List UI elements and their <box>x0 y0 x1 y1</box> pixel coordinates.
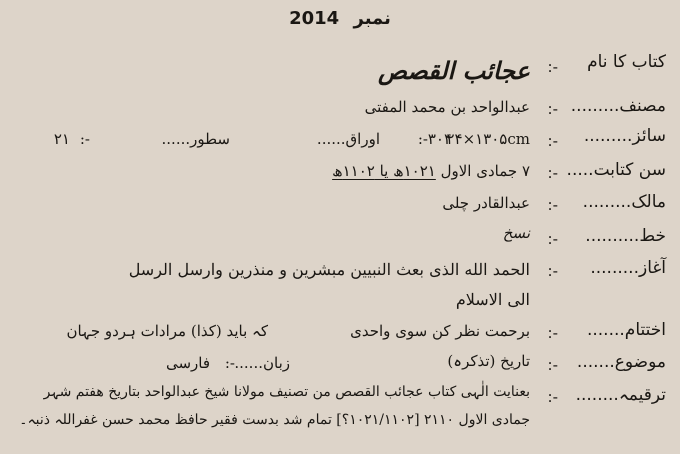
book-name-label: کتاب کا نام <box>587 52 666 72</box>
owner-label: مالک......... <box>582 192 666 212</box>
owner-separator: :- <box>547 196 558 214</box>
incipit-label: آغاز......... <box>590 258 666 278</box>
size-dimension: ۲۴×۱۳۰۵cm <box>446 130 530 148</box>
book-name-separator: :- <box>547 58 558 76</box>
language-label: زبان...... <box>234 354 290 372</box>
script-value: نسخ <box>502 224 530 242</box>
page-title <box>0 8 680 29</box>
incipit-separator: :- <box>547 262 558 280</box>
language-value: فارسی <box>165 354 210 372</box>
subject-value: تاریخ (تذکرہ) <box>447 352 530 370</box>
lines-value: ۲۱ <box>53 130 70 148</box>
number-label: نمبر <box>353 8 391 29</box>
colophon-line-1: بعنایت الٰہی کتاب عجائب القصص من تصنیف مولانا شیخ عبدالواحد بتاریخ هفتم شہر <box>43 384 530 400</box>
catalog-number: 2014 <box>289 8 340 29</box>
copy-date-separator: :- <box>547 164 558 182</box>
author-value: عبدالواحد بن محمد المفتی <box>364 98 530 116</box>
folios-separator: :- <box>417 130 428 148</box>
colophon-label: ترقیمہ........ <box>575 385 666 405</box>
size-separator: :- <box>547 132 558 150</box>
author-label: مصنف......... <box>570 96 666 116</box>
explicit-label: اختتام....... <box>586 320 666 340</box>
explicit-hemistich-2: کہ باید (کذا) مرادات ہردو جہان <box>66 322 268 340</box>
explicit-hemistich-1: برحمت نظر کن سوی واحدی <box>350 322 530 340</box>
lines-label: سطور...... <box>161 130 230 148</box>
folios-label: اوراق...... <box>316 130 380 148</box>
colophon-separator: :- <box>547 388 558 406</box>
colophon-line-2: جمادی الاول ۲۱۱۰ [۱۰۲۱/۱۱۰۲؟] تمام شد بدست فقیر حافظ محمد حسن غفراللہ ذنبہ۔ <box>19 412 530 428</box>
incipit-line-2: الی الاسلام <box>455 290 530 309</box>
subject-label: موضوع....... <box>576 352 666 372</box>
book-name-value: عجائب القصص <box>377 56 530 85</box>
explicit-separator: :- <box>547 324 558 342</box>
script-separator: :- <box>547 230 558 248</box>
owner-value: عبدالقادر چلی <box>442 194 530 212</box>
lines-separator: :- <box>79 130 90 148</box>
author-separator: :- <box>547 100 558 118</box>
folios-value: ۳۰۴ <box>427 130 452 148</box>
copy-date-value: ۷ جمادی الاول ۱۰۲۱ھ یا ۱۱۰۲ھ <box>332 162 530 180</box>
incipit-line-1: الحمد الله الذی بعث النبیین مبشرین و منذرین وارسل الرسل <box>128 260 530 279</box>
copy-date-label: سن کتابت..... <box>566 160 666 180</box>
language-separator: :- <box>224 354 235 372</box>
size-label: سائز......... <box>583 126 666 146</box>
script-label: خط.......... <box>585 226 666 246</box>
subject-separator: :- <box>547 356 558 374</box>
